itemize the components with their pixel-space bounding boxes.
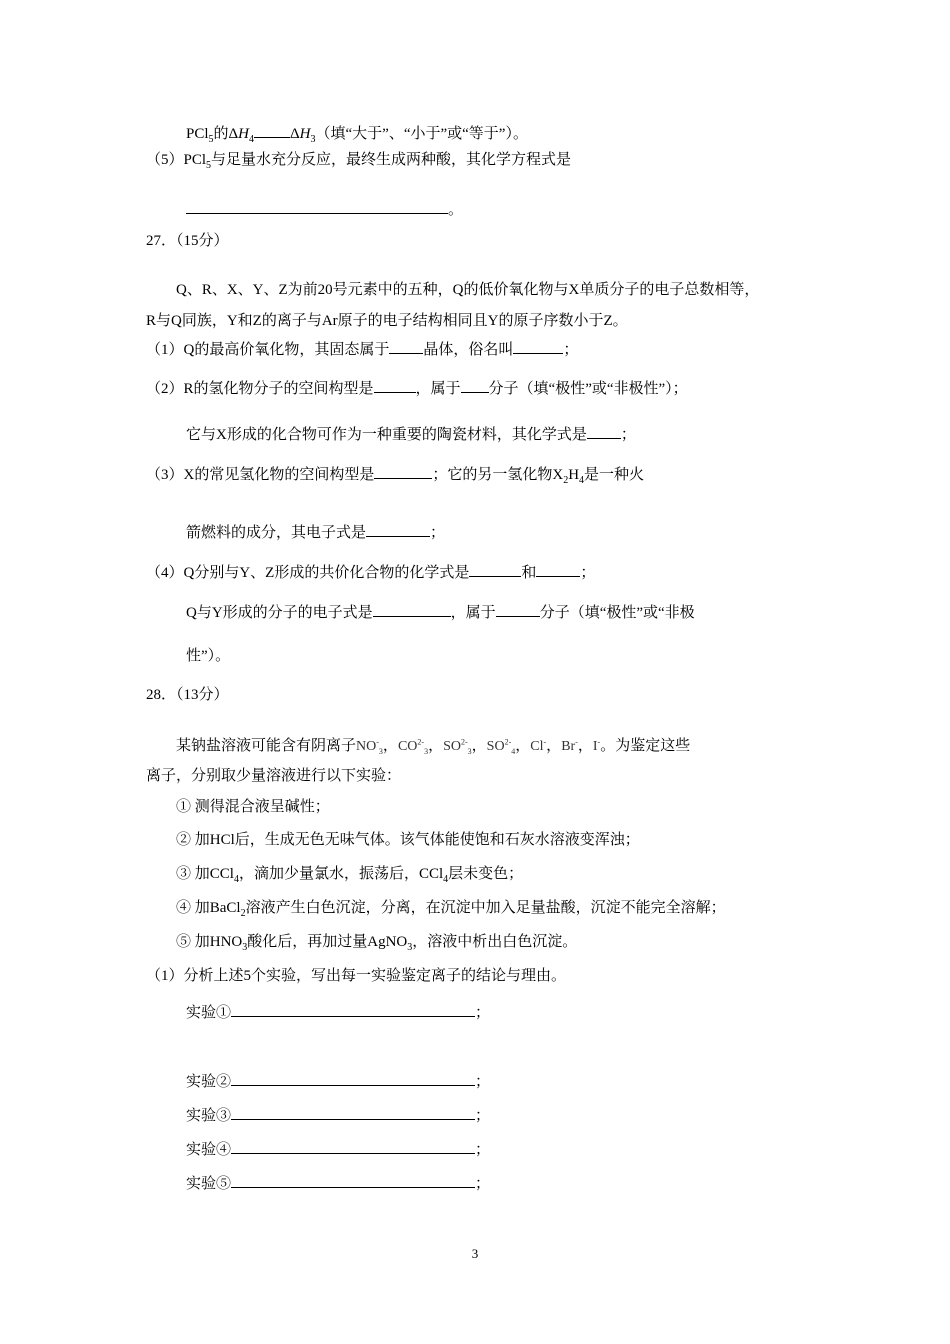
subscript: 3 <box>424 746 429 756</box>
question-27-header: 27．（15分） <box>146 233 229 249</box>
subscript: 4 <box>249 134 255 145</box>
charge: - <box>376 737 379 747</box>
subscript: 3 <box>467 746 472 756</box>
text: I <box>592 739 598 754</box>
answer-blank[interactable] <box>231 1002 475 1017</box>
question-28-header: 28．（13分） <box>146 687 229 703</box>
separator: ， <box>471 738 487 754</box>
question-27-intro: Q、R、X、Y、Z为前20号元素中的五种，Q的低价氧化物与X单质分子的电子总数相等， <box>176 282 760 298</box>
ion-chloride <box>530 739 546 754</box>
question-27-part-3 <box>146 464 644 485</box>
answer-label: 实验⑤ <box>186 1176 232 1192</box>
text: 分子（填“极性”或“非极性”）； <box>488 381 688 397</box>
ion-sulfate <box>487 739 516 754</box>
text: PCl <box>186 126 209 142</box>
subscript: 4 <box>443 874 449 885</box>
text: ； <box>430 525 446 541</box>
answer-label: 实验④ <box>186 1142 232 1158</box>
text: 某钠盐溶液可能含有阴离子 <box>176 738 357 754</box>
experiment-answer-5 <box>186 1173 490 1194</box>
text: ⑤ 加HNO <box>176 934 243 950</box>
experiment-answer-1 <box>186 1002 490 1023</box>
text: ； <box>563 342 579 358</box>
experiment-4 <box>176 898 726 918</box>
text: Δ <box>290 126 300 142</box>
question-27-part-3b <box>186 522 445 543</box>
charge: - <box>543 737 547 747</box>
answer-blank[interactable] <box>231 1071 475 1086</box>
answer-blank[interactable] <box>536 562 580 577</box>
experiment-5 <box>176 932 577 952</box>
text: （填“大于”、“小于”或“等于”）。 <box>315 126 528 142</box>
answer-blank[interactable] <box>461 378 489 393</box>
experiment-2: ② 加HCl后，生成无色无味气体。该气体能使饱和石灰水溶液变浑浊； <box>176 832 640 848</box>
text: 的Δ <box>213 126 239 142</box>
subscript: 3 <box>407 942 413 953</box>
text: ，溶液中析出白色沉淀。 <box>412 934 578 950</box>
question-27-part-2b <box>186 424 636 445</box>
answer-blank[interactable] <box>374 378 416 393</box>
charge: - <box>575 737 578 747</box>
charge: 2- <box>504 737 512 747</box>
text: PCl <box>183 152 207 168</box>
ion-carbonate <box>398 739 428 754</box>
ion-nitrate <box>356 739 383 754</box>
text: H <box>238 126 250 142</box>
answer-blank[interactable] <box>366 522 430 537</box>
text: Q与Y形成的分子的电子式是 <box>186 605 373 621</box>
subscript: 4 <box>511 746 516 756</box>
text: 酸化后，再加过量AgNO <box>247 934 408 950</box>
text: Br <box>561 739 576 754</box>
separator: ， <box>515 738 531 754</box>
text: ； <box>620 427 636 443</box>
text: （2）R的氢化物分子的空间构型是 <box>146 381 374 397</box>
text: NO <box>356 739 377 754</box>
answer-blank[interactable] <box>186 199 448 214</box>
text: ； <box>580 565 596 581</box>
charge: 2- <box>417 737 425 747</box>
question-27-part-2 <box>146 378 688 399</box>
question-28-intro: 离子，分别取少量溶液进行以下实验： <box>146 768 402 784</box>
experiment-answer-2 <box>186 1071 490 1092</box>
question-label: （5） <box>146 152 184 168</box>
text: H <box>299 126 311 142</box>
answer-label: 实验③ <box>186 1108 232 1124</box>
page-number: 3 <box>471 1246 479 1261</box>
text: 层未变色； <box>448 866 524 882</box>
question-5-answer-line <box>186 199 463 220</box>
separator: ， <box>546 738 562 754</box>
text: ，滴加少量氯水，振荡后，CCl <box>238 866 444 882</box>
answer-blank[interactable] <box>513 339 563 354</box>
subscript: 3 <box>310 134 316 145</box>
subscript: 2 <box>563 475 569 486</box>
experiment-3 <box>176 864 523 884</box>
charge: - <box>597 737 601 747</box>
question-27-part-4b <box>186 602 695 623</box>
experiment-answer-3 <box>186 1105 490 1126</box>
text: ； <box>475 1108 491 1124</box>
answer-blank[interactable] <box>389 339 423 354</box>
text: ； <box>475 1074 491 1090</box>
subscript: 3 <box>378 746 383 756</box>
separator: ， <box>428 738 444 754</box>
answer-blank[interactable] <box>231 1139 475 1154</box>
subscript: 5 <box>208 134 214 145</box>
text: 和 <box>521 565 537 581</box>
answer-blank[interactable] <box>469 562 521 577</box>
experiment-1: ① 测得混合液呈碱性； <box>176 799 330 815</box>
answer-label: 实验② <box>186 1074 232 1090</box>
text: 。为鉴定这些 <box>600 738 691 754</box>
answer-blank[interactable] <box>587 424 621 439</box>
text: ④ 加BaCl <box>176 900 241 916</box>
question-27-part-1 <box>146 339 578 360</box>
question-28-intro <box>176 736 690 757</box>
question-28-part-1: （1）分析上述5个实验，写出每一实验鉴定离子的结论与理由。 <box>146 968 567 984</box>
text: ； <box>475 1176 491 1192</box>
subscript: 4 <box>579 475 585 486</box>
text: （4）Q分别与Y、Z形成的共价化合物的化学式是 <box>146 565 470 581</box>
experiment-answer-4 <box>186 1139 490 1160</box>
question-27-part-4c: 性”）。 <box>186 648 231 664</box>
text: CO <box>397 739 418 754</box>
subscript: 5 <box>206 160 212 171</box>
text: ，属于 <box>415 381 461 397</box>
answer-blank[interactable] <box>374 464 432 479</box>
text: SO <box>443 739 461 754</box>
subscript: 4 <box>233 874 239 885</box>
answer-blank[interactable] <box>373 602 451 617</box>
question-27-part-4 <box>146 562 595 583</box>
subscript: 3 <box>242 942 248 953</box>
text: ； <box>475 1142 491 1158</box>
text: SO <box>486 739 505 754</box>
ion-sulfite <box>443 739 472 754</box>
text: ，属于 <box>450 605 496 621</box>
ion-bromide <box>561 739 578 754</box>
text: 它与X形成的化合物可作为一种重要的陶瓷材料，其化学式是 <box>186 427 587 443</box>
separator: ， <box>577 738 593 754</box>
question-27-intro: R与Q同族，Y和Z的离子与Ar原子的电子结构相同且Y的原子序数小于Z。 <box>146 313 628 329</box>
answer-blank[interactable] <box>231 1173 475 1188</box>
charge: 2- <box>460 737 468 747</box>
question-5 <box>146 150 571 170</box>
text: （3）X的常见氢化物的空间构型是 <box>146 467 375 483</box>
text: 晶体，俗名叫 <box>423 342 514 358</box>
text: 与足量水充分反应，最终生成两种酸，其化学方程式是 <box>211 152 572 168</box>
text: ； <box>475 1005 491 1021</box>
separator: ， <box>382 738 398 754</box>
answer-blank[interactable] <box>231 1105 475 1120</box>
text: 溶液产生白色沉淀，分离，在沉淀中加入足量盐酸，沉淀不能完全溶解； <box>245 900 726 916</box>
text: 分子（填“极性”或“非极 <box>539 605 695 621</box>
text: 箭燃料的成分，其电子式是 <box>186 525 367 541</box>
answer-blank[interactable] <box>496 602 540 617</box>
pcl5-dh-comparison-line <box>186 123 528 144</box>
text: H <box>568 467 580 483</box>
answer-blank[interactable] <box>254 123 290 138</box>
text: 。 <box>448 202 464 218</box>
answer-label: 实验① <box>186 1005 232 1021</box>
text: ③ 加CCl <box>176 866 234 882</box>
text: ；它的另一氢化物X <box>432 467 564 483</box>
text: Cl <box>530 739 544 754</box>
text: 是一种火 <box>584 467 645 483</box>
subscript: 2 <box>240 908 246 919</box>
text: （1）Q的最高价氧化物，其固态属于 <box>146 342 390 358</box>
